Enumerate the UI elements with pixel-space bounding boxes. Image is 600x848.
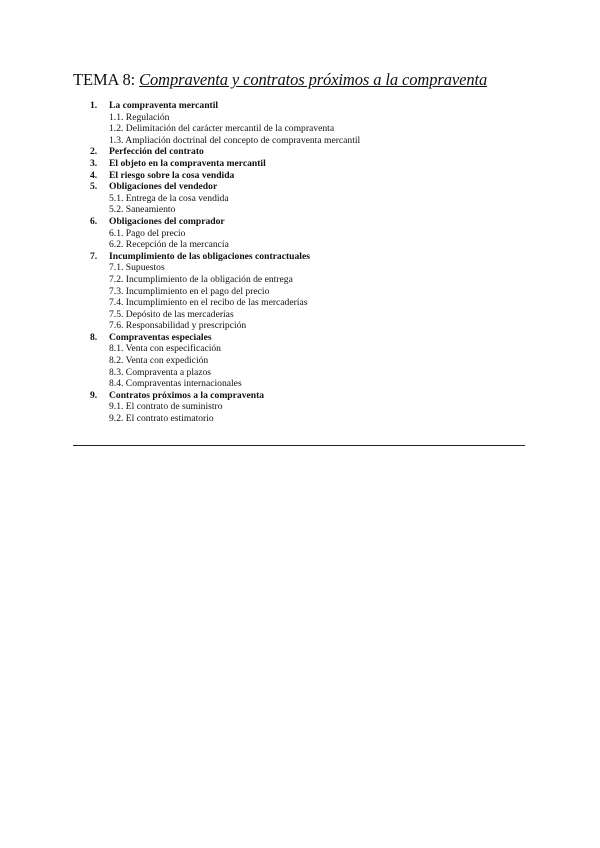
section-number: 4. (90, 169, 98, 181)
section-item (90, 251, 540, 263)
subsection-item: 5.1. Entrega de la cosa vendida (109, 192, 229, 204)
subsection-item: 7.1. Supuestos (109, 262, 165, 274)
section-title: Compraventas especiales (109, 331, 212, 343)
section-number: 9. (90, 389, 98, 401)
topic-label: TEMA 8: (73, 70, 136, 89)
subsection-item: 8.4. Compraventas internacionales (109, 378, 242, 390)
subsection-item: 8.2. Venta con expedición (109, 355, 209, 367)
section-item (90, 390, 540, 402)
subsection-item: 6.2. Recepción de la mercancía (109, 239, 229, 251)
subsection-item: 1.2. Delimitación del carácter mercantil de la compraventa (109, 123, 335, 135)
section-number: 1. (90, 100, 98, 111)
section-item (90, 100, 540, 112)
table-of-contents (90, 100, 540, 425)
subsection-item: 9.1. El contrato de suministro (109, 401, 223, 413)
section-number: 7. (90, 250, 98, 262)
section-title: El objeto en la compraventa mercantil (109, 157, 266, 169)
page-title (73, 70, 487, 90)
divider-line (73, 445, 525, 446)
section-title: Perfección del contrato (109, 146, 204, 158)
subsection-item: 7.2. Incumplimiento de la obligación de entrega (109, 273, 293, 285)
section-title: Contratos próximos a la compraventa (109, 389, 265, 401)
section-title: Obligaciones del comprador (109, 215, 225, 227)
section-number: 8. (90, 331, 98, 343)
subsection-item: 7.3. Incumplimiento en el pago del precio (109, 285, 270, 297)
section-item (90, 216, 540, 228)
subsection-item: 8.1. Venta con especificación (109, 343, 221, 355)
section-title: Obligaciones del vendedor (109, 181, 218, 193)
section-number: 3. (90, 157, 98, 169)
subsection-item: 6.1. Pago del precio (109, 227, 186, 239)
subsection-item: 7.4. Incumplimiento en el recibo de las mercaderías (109, 297, 308, 309)
subsection-item: 1.1. Regulación (109, 111, 170, 123)
topic-subject: Compraventa y contratos próximos a la compraventa (139, 70, 488, 89)
subsection-item: 8.3. Compraventa a plazos (109, 366, 212, 378)
subsection-item: 7.6. Responsabilidad y prescripción (109, 320, 247, 332)
section-number: 2. (90, 146, 98, 158)
section-item (90, 146, 540, 158)
subsection-item: 1.3. Ampliación doctrinal del concepto de compraventa mercantil (109, 134, 361, 146)
section-number: 6. (90, 215, 98, 227)
section-item (90, 181, 540, 193)
section-item (90, 158, 540, 170)
section-item (90, 170, 540, 182)
subsection-item: 7.5. Depósito de las mercaderías (109, 308, 234, 320)
section-item (90, 332, 540, 344)
section-number: 5. (90, 181, 98, 193)
subsection-item: 9.2. El contrato estimatorio (109, 413, 214, 425)
subsection-item: 5.2. Saneamiento (109, 204, 176, 216)
section-title: Incumplimiento de las obligaciones contractuales (109, 250, 310, 262)
section-title: La compraventa mercantil (109, 100, 219, 111)
section-title: El riesgo sobre la cosa vendida (109, 169, 235, 181)
